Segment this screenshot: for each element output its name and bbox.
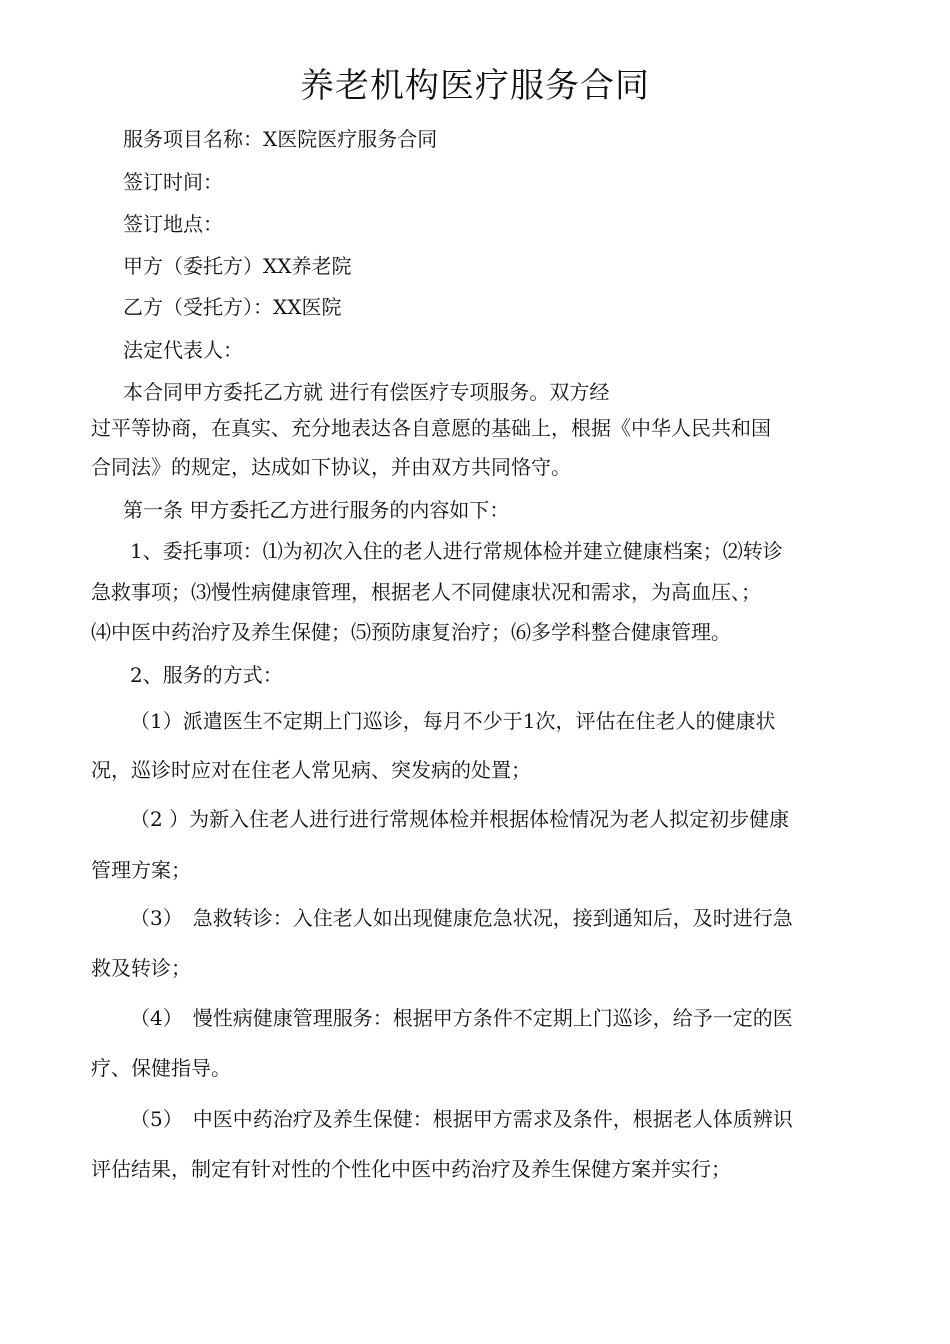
service-item-line: （4） 慢性病健康管理服务：根据甲方条件不定期上门巡诊，给予一定的医	[130, 1006, 793, 1030]
service-item-line: （1）派遣医生不定期上门巡诊，每月不少于1次，评估在住老人的健康状	[130, 709, 776, 733]
preamble-line: 合同法》的规定，达成如下协议，并由双方共同恪守。	[91, 455, 571, 479]
party-b-field: 乙方（受托方）：XX医院	[123, 295, 342, 319]
sign-place-field: 签订地点：	[123, 212, 223, 236]
section-1-line: 急救事项；⑶慢性病健康管理，根据老人不同健康状况和需求，为高血压、；	[91, 580, 761, 604]
project-name-field: 服务项目名称：X医院医疗服务合同	[123, 127, 438, 151]
article-1-title: 第一条 甲方委托乙方进行服务的内容如下：	[123, 498, 510, 522]
service-item-line: （3） 急救转诊：入住老人如出现健康危急状况，接到通知后，及时进行急	[130, 906, 793, 930]
service-item-line: 救及转诊；	[91, 956, 191, 980]
service-item-line: 管理方案；	[91, 858, 191, 882]
service-item-line: 况，巡诊时应对在住老人常见病、突发病的处置；	[91, 758, 531, 782]
section-1-line: 1、委托事项：⑴为初次入住的老人进行常规体检并建立健康档案；⑵转诊	[130, 539, 783, 563]
service-item-line: 疗、保健指导。	[91, 1056, 231, 1080]
service-item-line: （2 ）为新入住老人进行进行常规体检并根据体检情况为老人拟定初步健康	[130, 807, 790, 831]
document-title: 养老机构医疗服务合同	[300, 66, 650, 106]
section-1-line: ⑷中医中药治疗及养生保健；⑸预防康复治疗；⑹多学科整合健康管理。	[91, 620, 731, 644]
section-2-title: 2、服务的方式：	[130, 663, 283, 687]
preamble-line: 过平等协商，在真实、充分地表达各自意愿的基础上，根据《中华人民共和国	[91, 416, 771, 440]
service-item-line: （5） 中医中药治疗及养生保健：根据甲方需求及条件，根据老人体质辨识	[130, 1107, 793, 1131]
sign-time-field: 签订时间：	[123, 170, 223, 194]
service-item-line: 评估结果，制定有针对性的个性化中医中药治疗及养生保健方案并实行；	[91, 1157, 731, 1181]
party-a-field: 甲方（委托方）XX养老院	[123, 254, 352, 278]
preamble-line: 本合同甲方委托乙方就 进行有偿医疗专项服务。双方经	[123, 380, 610, 404]
legal-rep-field: 法定代表人：	[123, 338, 243, 362]
